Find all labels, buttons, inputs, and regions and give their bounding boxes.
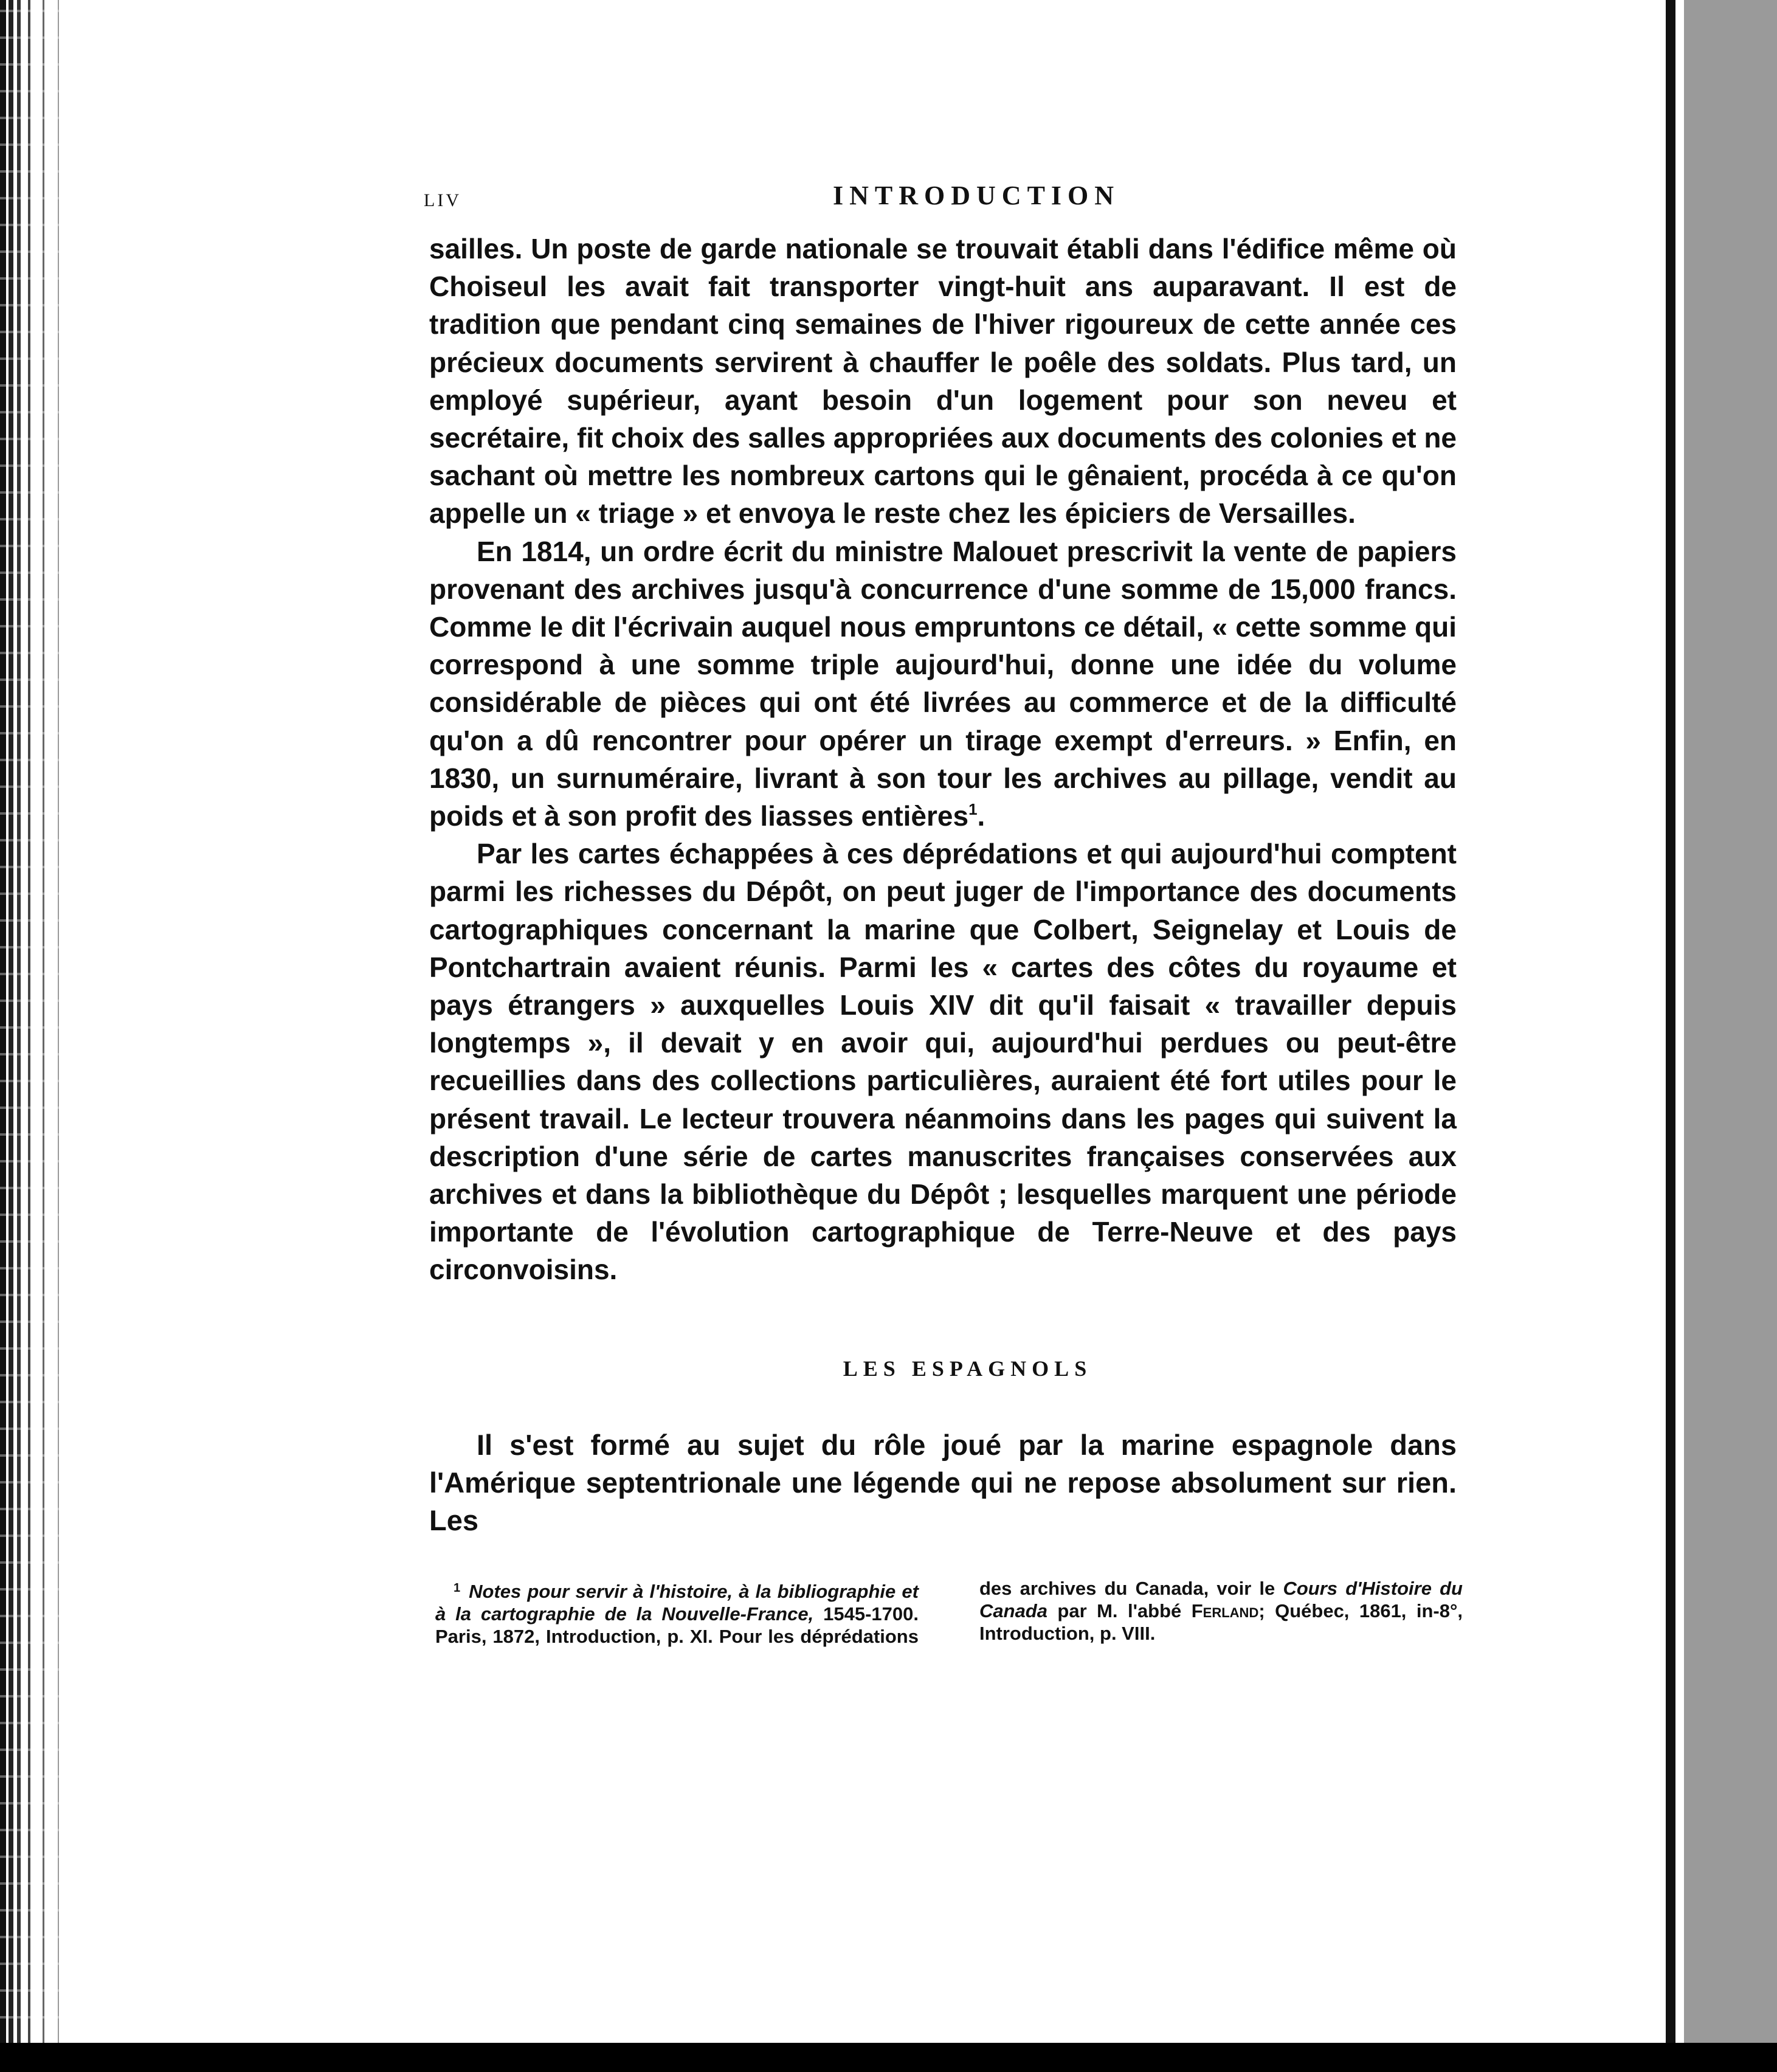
footnote-text: par M. l'abbé xyxy=(1057,1600,1182,1621)
footnote-author: Ferland xyxy=(1191,1600,1259,1621)
scan-right-gutter xyxy=(1671,0,1777,2043)
paragraph: sailles. Un poste de garde nationale se trouvait établi dans l'édifice même où Choiseul les avait fait transporter vingt-huit ans auparavant. Il est de tradition que pendant cinq semaines de l'hiver rigoureux de cette année ces précieux documents servirent à chauffer le poêle des soldats. Plus tard, un employé supérieur, ayant besoin d'un logement pour son neveu et secrétaire, fit choix des salles appropriées aux documents des colonies et ne sachant où mettre les nombreux cartons qui le gênaient, procéda à ce qu'on appelle un « triage » et envoya le reste chez les épiciers de Versailles. xyxy=(429,233,1457,530)
footnote-cited-title: Notes pour servir à l'histoire, à la bibliographie et à la cartographie de la Nouvelle-France, xyxy=(435,1581,919,1625)
paragraph-text: En 1814, un ordre écrit du ministre Malouet prescrivit la vente de papiers provenant des archives jusqu'à concurrence d'une somme de 15,000 francs. Comme le dit l'écrivain auquel nous empruntons ce détail, « cette somme qui correspond à une somme triple aujourd'hui, donne une idée du volume considérable de pièces qui ont été livrées au commerce et de la difficulté qu'on a dû rencontrer pour opérer un tirage exempt d'erreurs. » Enfin, en 1830, un surnuméraire, livrant à son tour les archives au pillage, vendit au poids et à son profit des liasses entières xyxy=(429,535,1457,832)
paragraph: Par les cartes échappées à ces déprédations et qui aujourd'hui comptent parmi les richesses du Dépôt, on peut juger de l'importance des documents cartographiques concernant la marine que Colbert, Seignelay et Louis de Pontchartrain avaient réunis. Parmi les « cartes des côtes du royaume et pays étrangers » auxquelles Louis XIV dit qu'il faisait « travailler depuis longtemps », il devait y en avoir qui, aujourd'hui perdues ou peut-être recueillies dans des collections particulières, auraient été fort utiles pour le présent travail. Le lecteur trouvera néanmoins dans les pages qui suivent la description d'une série de cartes manuscrites françaises conservées aux archives et dans la bibliothèque du Dépôt ; lesquelles marquent une période importante de l'évolution cartographique de Terre-Neuve et des pays circonvoisins. xyxy=(429,838,1457,1286)
running-title: INTRODUCTION xyxy=(833,181,1120,210)
footnote-text: 1545-1700. Paris, 1872, Introduction, p. XI. Pour les déprédations des archives du Canada, voir le xyxy=(435,1578,1275,1647)
footnote-reference[interactable]: 1 xyxy=(968,800,978,819)
section-paragraph: Il s'est formé au sujet du rôle joué par la marine espagnole dans l'Amérique septentrionale une légende qui ne repose absolument sur rien. Les xyxy=(429,1429,1457,1536)
section-heading: LES ESPAGNOLS xyxy=(843,1356,1092,1381)
footnote-number: 1 xyxy=(454,1581,461,1595)
footnote-text: ; Québec, 1861, in-8°, Introduction, p. VIII. xyxy=(979,1600,1463,1644)
footnote xyxy=(435,1577,1463,1648)
footnote-cited-work: Cours d'Histoire du Canada xyxy=(979,1578,1463,1621)
scan-left-page-edge xyxy=(0,0,91,2043)
paragraph xyxy=(429,533,1457,835)
page-number: LIV xyxy=(424,190,461,210)
main-text xyxy=(429,230,1457,1289)
scan-bottom-edge xyxy=(0,2043,1777,2072)
scan-gutter-gap xyxy=(1675,0,1684,2043)
paragraph-end: . xyxy=(977,800,985,832)
scan-gutter-line xyxy=(1666,0,1675,2043)
